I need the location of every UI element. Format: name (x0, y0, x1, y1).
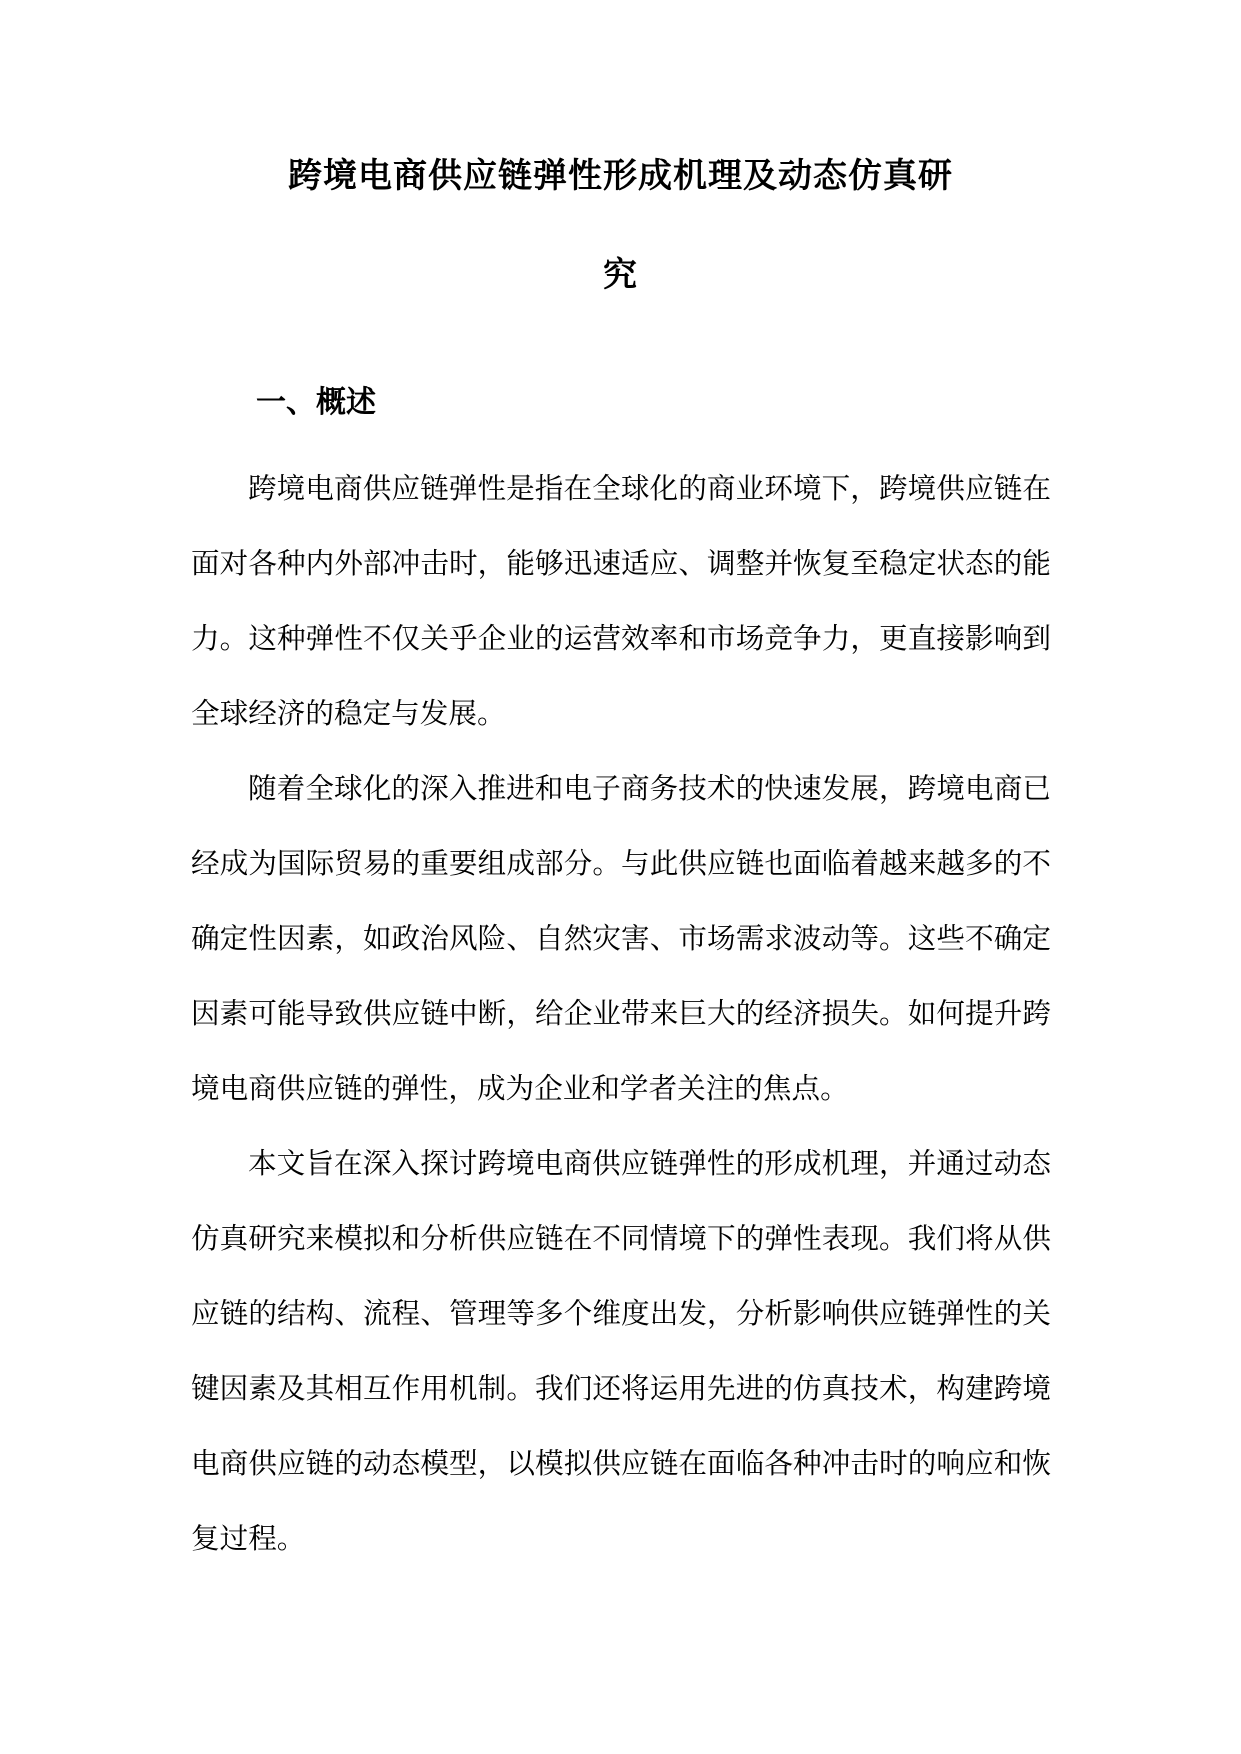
document-title-line-2: 究 (603, 255, 638, 295)
section-heading: 一、概述 (256, 385, 376, 420)
body-paragraph-1: 跨境电商供应链弹性是指在全球化的商业环境下，跨境供应链在面对各种内外部冲击时，能够迅速适应、调整并恢复至稳定状态的能力。这种弹性不仅关乎企业的运营效率和市场竞争力，更直接影响到全球经济的稳定与发展。 (191, 471, 1051, 730)
document-title-line-1: 跨境电商供应链弹性形成机理及动态仿真研 (288, 156, 953, 196)
body-paragraph-3: 本文旨在深入探讨跨境电商供应链弹性的形成机理，并通过动态仿真研究来模拟和分析供应链在不同情境下的弹性表现。我们将从供应链的结构、流程、管理等多个维度出发，分析影响供应链弹性的关键因素及其相互作用机制。我们还将运用先进的仿真技术，构建跨境电商供应链的动态模型，以模拟供应链在面临各种冲击时的响应和恢复过程。 (191, 1146, 1051, 1555)
body-paragraph-2: 随着全球化的深入推进和电子商务技术的快速发展，跨境电商已经成为国际贸易的重要组成部分。与此供应链也面临着越来越多的不确定性因素，如政治风险、自然灾害、市场需求波动等。这些不确定因素可能导致供应链中断，给企业带来巨大的经济损失。如何提升跨境电商供应链的弹性，成为企业和学者关注的焦点。 (191, 771, 1051, 1105)
